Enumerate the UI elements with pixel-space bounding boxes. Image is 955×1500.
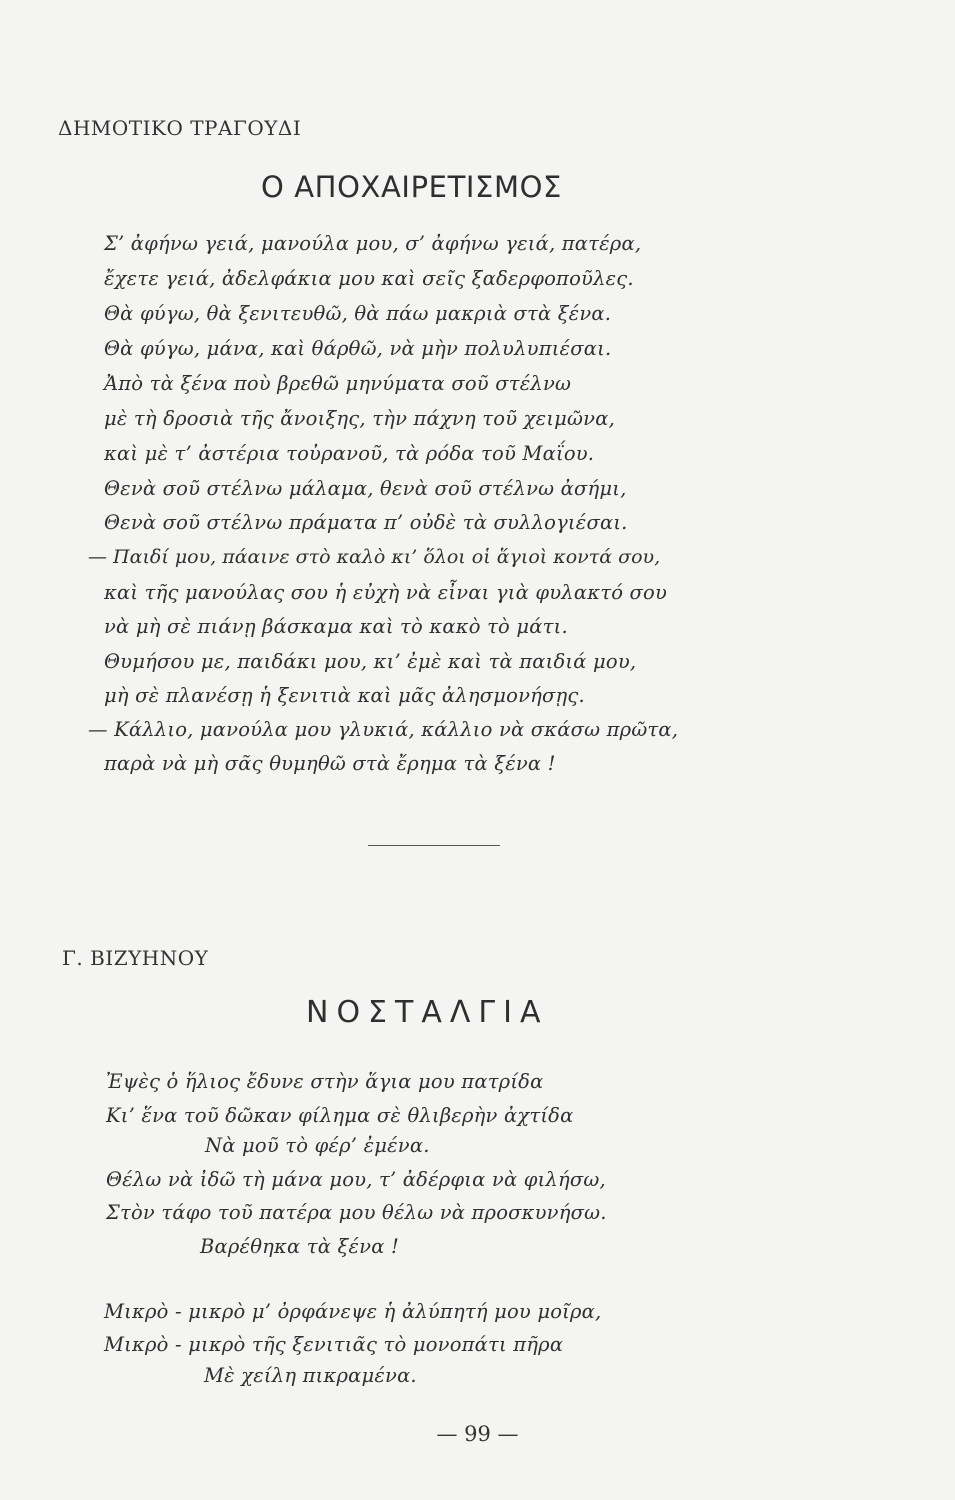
poem-line: παρὰ νὰ μὴ σᾶς θυμηθῶ στὰ ἔρημα τὰ ξένα ! xyxy=(104,752,556,775)
poem-line: Θυμήσου με, παιδάκι μου, κι’ ἐμὲ καὶ τὰ παιδιά μου, xyxy=(104,650,637,673)
poem-line: καὶ τῆς μανούλας σου ἡ εὐχὴ νὰ εἶναι γιὰ φυλακτό σου xyxy=(104,581,668,604)
poem-line: νὰ μὴ σὲ πιάνῃ βάσκαμα καὶ τὸ κακὸ τὸ μάτι. xyxy=(104,615,568,638)
poem-title-nostalgia: ΝΟΣΤΑΛΓΙΑ xyxy=(306,995,549,1030)
poem-line: Μικρὸ - μικρὸ μ’ ὀρφάνεψε ἡ ἀλύπητή μου μοῖρα, xyxy=(104,1300,602,1323)
poem-line: μὲ τὴ δροσιὰ τῆς ἄνοιξης, τὴν πάχνη τοῦ χειμῶνα, xyxy=(104,407,615,430)
poem-line: Βαρέθηκα τὰ ξένα ! xyxy=(200,1235,400,1258)
poem-line: Κι’ ἕνα τοῦ δῶκαν φίλημα σὲ θλιβερὴν ἀχτίδα xyxy=(106,1104,574,1127)
poem-line: Στὸν τάφο τοῦ πατέρα μου θέλω νὰ προσκυνήσω. xyxy=(106,1201,607,1224)
poem-line: Θενὰ σοῦ στέλνω μάλαμα, θενὰ σοῦ στέλνω ἀσήμι, xyxy=(104,477,627,500)
poem-line: Ἀπὸ τὰ ξένα ποὺ βρεθῶ μηνύματα σοῦ στέλνω xyxy=(104,372,572,395)
author-name: Γ. ΒΙΖΥΗΝΟΥ xyxy=(62,946,209,970)
poem-line: ἔχετε γειά, ἀδελφάκια μου καὶ σεῖς ξαδερφοποῦλες. xyxy=(104,267,634,290)
poem-line: Ἐψὲς ὁ ἥλιος ἔδυνε στὴν ἅγια μου πατρίδα xyxy=(106,1070,544,1093)
poem-line: Νὰ μοῦ τὸ φέρ’ ἐμένα. xyxy=(205,1134,430,1157)
section-divider xyxy=(368,845,500,846)
poem-line: Σ’ ἀφήνω γειά, μανούλα μου, σ’ ἀφήνω γειά, πατέρα, xyxy=(104,232,642,255)
poem-line: Θενὰ σοῦ στέλνω πράματα π’ οὐδὲ τὰ συλλογιέσαι. xyxy=(104,511,628,534)
poem-line: Θὰ φύγω, μάνα, καὶ θάρθῶ, νὰ μὴν πολυλυπιέσαι. xyxy=(104,337,612,360)
page-number: — 99 — xyxy=(436,1422,519,1446)
poem-line: — Κάλλιο, μανούλα μου γλυκιά, κάλλιο νὰ σκάσω πρῶτα, xyxy=(88,718,679,741)
poem-line: μὴ σὲ πλανέσῃ ἡ ξενιτιὰ καὶ μᾶς ἀλησμονήσῃς. xyxy=(104,684,585,707)
poem-line: — Παιδί μου, πάαινε στὸ καλὸ κι’ ὅλοι οἱ ἅγιοὶ κοντά σου, xyxy=(88,546,661,568)
poem-title-apochairetismos: Ο ΑΠΟΧΑΙΡΕΤΙΣΜΟΣ xyxy=(261,170,562,204)
poem-line: Μικρὸ - μικρὸ τῆς ξενιτιᾶς τὸ μονοπάτι πῆρα xyxy=(104,1333,564,1356)
section-label: ΔΗΜΟΤΙΚΟ ΤΡΑΓΟΥΔΙ xyxy=(58,116,302,140)
poem-line: Μὲ χείλη πικραμένα. xyxy=(204,1364,417,1387)
poem-line: Θὰ φύγω, θὰ ξενιτευθῶ, θὰ πάω μακριὰ στὰ ξένα. xyxy=(104,302,612,325)
poem-line: καὶ μὲ τ’ ἀστέρια τοὐρανοῦ, τὰ ρόδα τοῦ Μαΐου. xyxy=(104,442,595,465)
poem-line: Θέλω νὰ ἰδῶ τὴ μάνα μου, τ’ ἀδέρφια νὰ φιλήσω, xyxy=(106,1168,606,1191)
